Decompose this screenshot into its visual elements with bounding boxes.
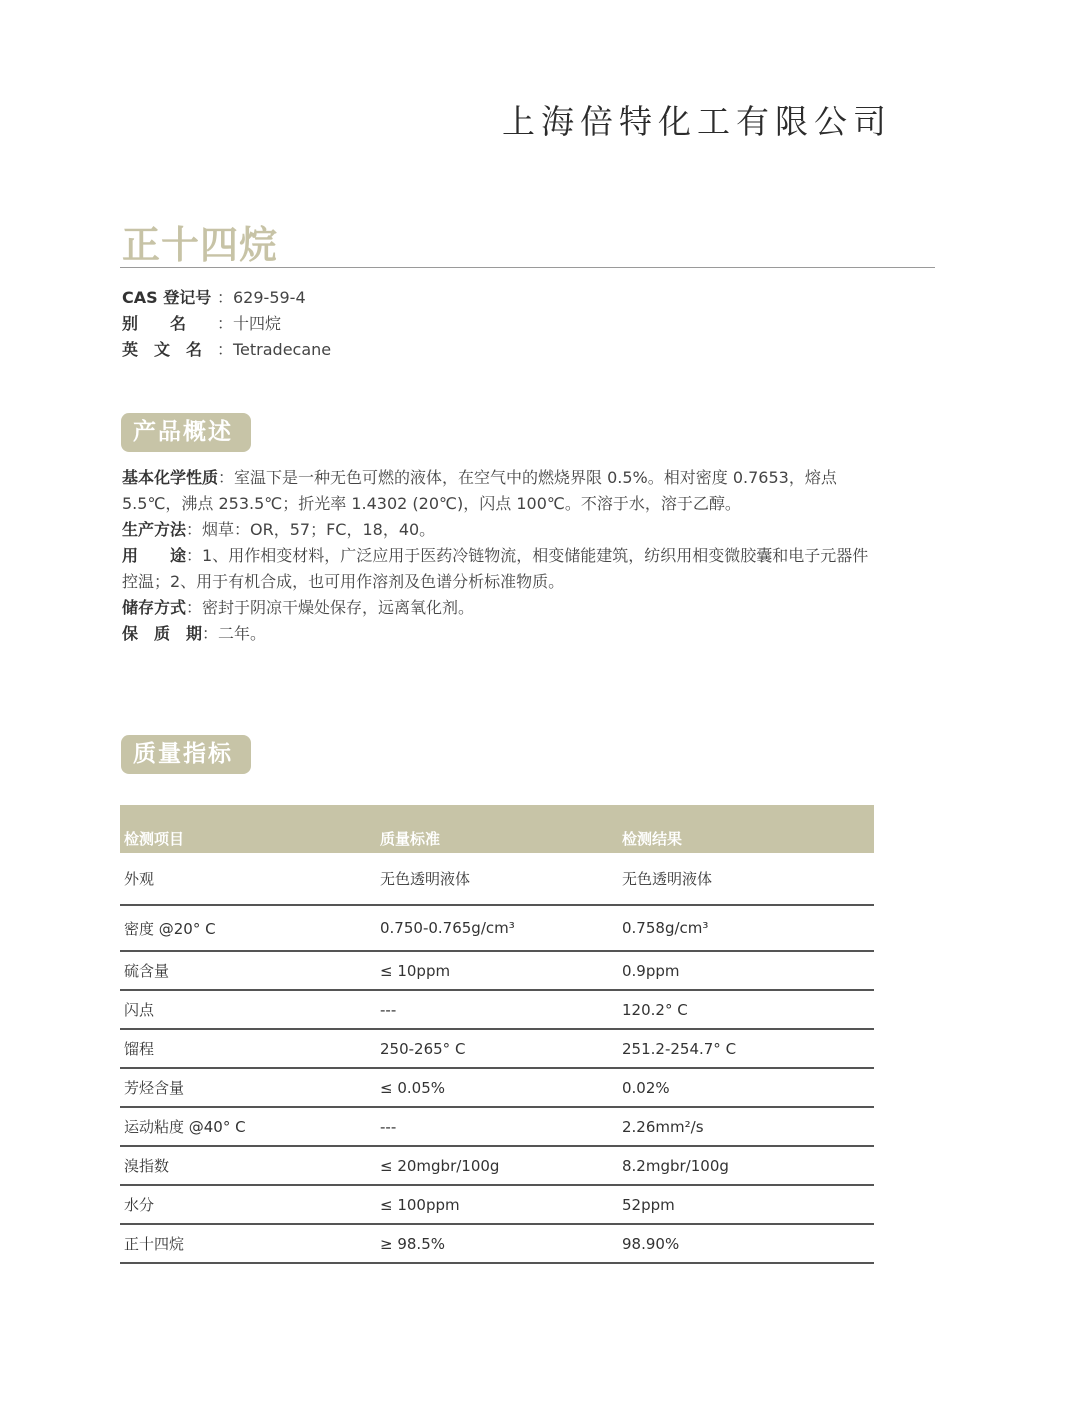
- table-cell: 8.2mgbr/100g: [618, 1146, 874, 1185]
- table-row: [120, 1029, 874, 1068]
- table-cell: 芳烃含量: [120, 1068, 376, 1107]
- table-cell: 120.2° C: [618, 990, 874, 1029]
- table-cell: 0.750-0.765g/cm³: [376, 905, 618, 951]
- table-cell: 0.9ppm: [618, 951, 874, 990]
- table-header-row: [120, 805, 874, 853]
- table-cell: 无色透明液体: [618, 853, 874, 905]
- column-header: 检测项目: [120, 805, 376, 853]
- table-row: [120, 1068, 874, 1107]
- table-cell: 98.90%: [618, 1224, 874, 1263]
- property-text: ：1、用作相变材料，广泛应用于医药冷链物流，相变储能建筑，纺织用相变微胶囊和电子元器件控温；2、用于有机合成，也可用作溶剂及色谱分析标准物质。: [122, 546, 869, 591]
- table-cell: 溴指数: [120, 1146, 376, 1185]
- table-cell: ---: [376, 1107, 618, 1146]
- property-shelf-life: [122, 621, 882, 647]
- table-row: [120, 853, 874, 905]
- column-header: 质量标准: [376, 805, 618, 853]
- table-cell: ≤ 0.05%: [376, 1068, 618, 1107]
- meta-alias: [122, 311, 331, 337]
- table-cell: 运动粘度 @40° C: [120, 1107, 376, 1146]
- table-cell: 52ppm: [618, 1185, 874, 1224]
- table-cell: 密度 @20° C: [120, 905, 376, 951]
- table-cell: 水分: [120, 1185, 376, 1224]
- table-cell: 外观: [120, 853, 376, 905]
- property-storage: [122, 595, 882, 621]
- product-title: 正十四烷: [122, 223, 279, 267]
- column-header: 检测结果: [618, 805, 874, 853]
- property-text: ：室温下是一种无色可燃的液体，在空气中的燃烧界限 0.5%。相对密度 0.7653，熔点 5.5℃，沸点 253.5℃；折光率 1.4302 (20℃)，闪点 100℃。不溶于水，溶于乙醇。: [122, 468, 837, 513]
- meta-value: ：十四烷: [217, 314, 282, 333]
- table-cell: 无色透明液体: [376, 853, 618, 905]
- meta-value: ：629-59-4: [217, 288, 306, 307]
- property-text: ：二年。: [202, 624, 267, 643]
- meta-value: ：Tetradecane: [217, 340, 332, 359]
- property-text: ：烟草：OR，57；FC，18，40。: [186, 520, 436, 539]
- property-label: 基本化学性质: [122, 468, 219, 487]
- table-cell: 0.758g/cm³: [618, 905, 874, 951]
- property-label: 生产方法: [122, 520, 187, 539]
- section-heading-overview: 产品概述: [121, 413, 251, 452]
- table-row: [120, 990, 874, 1029]
- meta-label: 别 名: [122, 314, 187, 333]
- table-cell: 馏程: [120, 1029, 376, 1068]
- meta-cas: [122, 285, 331, 311]
- table-cell: ≤ 20mgbr/100g: [376, 1146, 618, 1185]
- table-cell: 正十四烷: [120, 1224, 376, 1263]
- property-production: [122, 517, 882, 543]
- table-row: [120, 905, 874, 951]
- title-divider: [120, 267, 935, 268]
- table-row: [120, 951, 874, 990]
- table-cell: ---: [376, 990, 618, 1029]
- meta-label: CAS 登记号: [122, 288, 212, 307]
- property-text: ：密封于阴凉干燥处保存，远离氧化剂。: [186, 598, 475, 617]
- property-label: 用 途: [122, 546, 187, 565]
- property-label: 保 质 期: [122, 624, 203, 643]
- table-row: [120, 1107, 874, 1146]
- overview-description: [122, 465, 882, 647]
- table-cell: ≤ 100ppm: [376, 1185, 618, 1224]
- quality-spec-table: [120, 805, 874, 1264]
- table-cell: 硫含量: [120, 951, 376, 990]
- table-cell: 0.02%: [618, 1068, 874, 1107]
- table-cell: ≤ 10ppm: [376, 951, 618, 990]
- company-name: 上海倍特化工有限公司: [502, 102, 892, 141]
- table-cell: 251.2-254.7° C: [618, 1029, 874, 1068]
- table-row: [120, 1146, 874, 1185]
- meta-label: 英 文 名: [122, 340, 203, 359]
- table-row: [120, 1224, 874, 1263]
- property-basic: [122, 465, 882, 517]
- meta-english-name: [122, 337, 331, 363]
- property-label: 储存方式: [122, 598, 187, 617]
- table-cell: 闪点: [120, 990, 376, 1029]
- table-cell: 250-265° C: [376, 1029, 618, 1068]
- table-row: [120, 1185, 874, 1224]
- product-meta: [122, 285, 331, 363]
- section-heading-quality: 质量指标: [121, 735, 251, 774]
- property-usage: [122, 543, 882, 595]
- table-cell: ≥ 98.5%: [376, 1224, 618, 1263]
- table-cell: 2.26mm²/s: [618, 1107, 874, 1146]
